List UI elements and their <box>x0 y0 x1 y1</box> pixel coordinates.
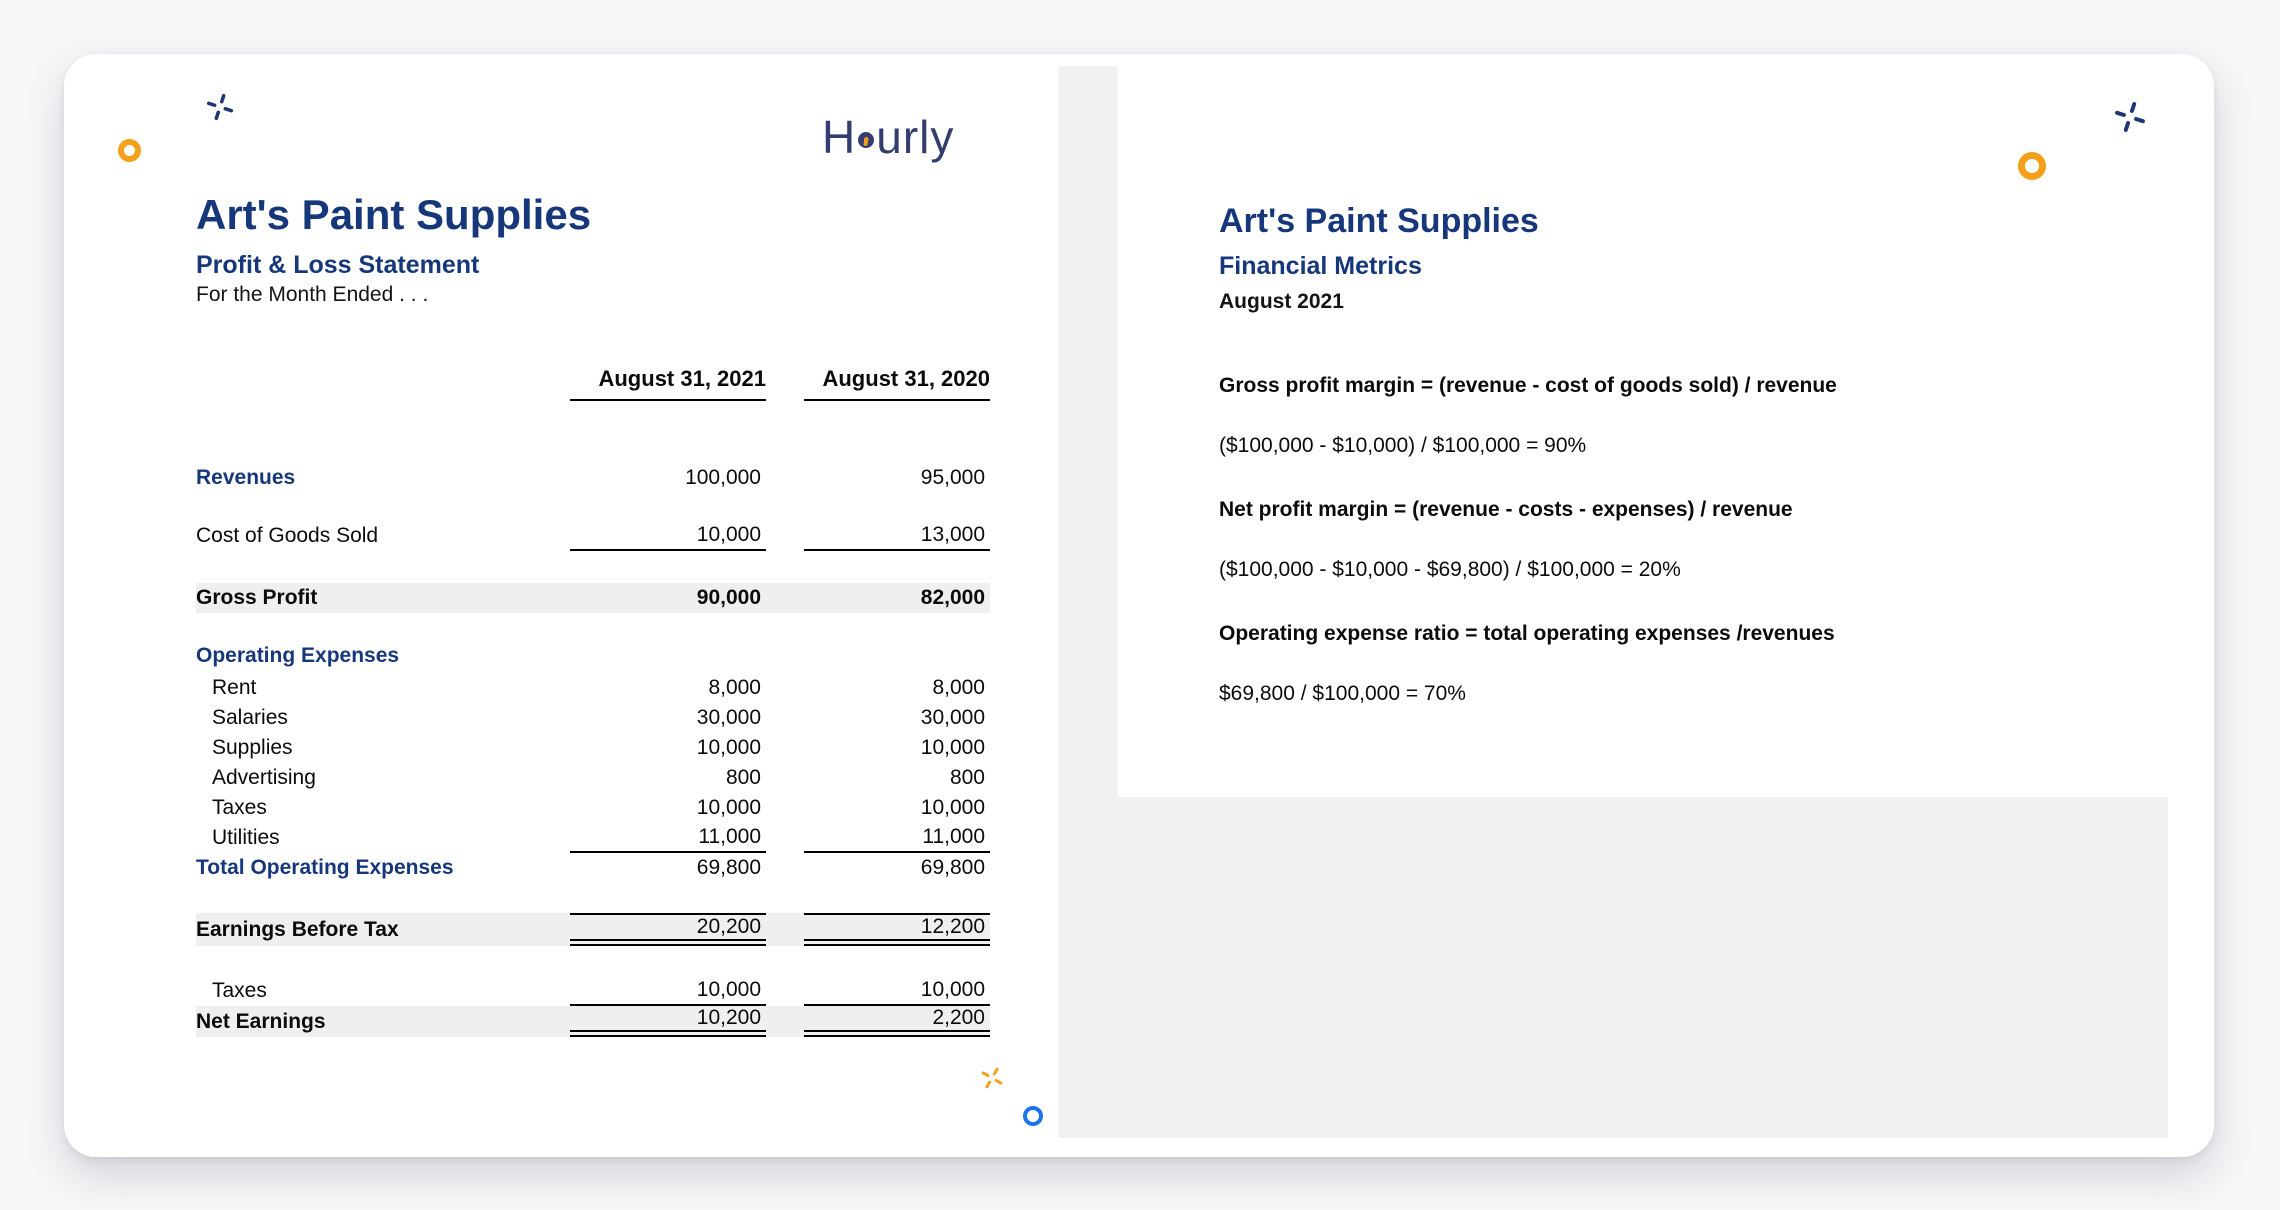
ring-icon <box>118 139 141 162</box>
right-page-period: August 2021 <box>1219 290 1344 314</box>
table-row <box>196 521 990 551</box>
metric-formula: Net profit margin = (revenue - costs - expenses) / revenue <box>1219 498 1793 522</box>
pl-table-header <box>196 366 990 401</box>
ring-icon <box>2018 152 2046 180</box>
row-value: 20,200 <box>570 913 766 946</box>
row-value: 800 <box>949 766 985 789</box>
row-label: Taxes <box>212 979 267 1002</box>
hourly-logo <box>822 110 954 164</box>
row-value: 10,000 <box>696 736 761 759</box>
sparkle-icon <box>2114 101 2146 133</box>
row-label: Salaries <box>212 706 288 729</box>
row-value: 12,200 <box>804 913 990 946</box>
row-value: 11,000 <box>570 823 766 853</box>
row-label: Revenues <box>196 466 296 489</box>
table-row <box>196 793 990 823</box>
metric-formula: Gross profit margin = (revenue - cost of goods sold) / revenue <box>1219 374 1837 398</box>
row-label: Utilities <box>212 826 280 849</box>
row-value: 30,000 <box>696 706 761 729</box>
row-value: 8,000 <box>932 676 985 699</box>
pl-table <box>196 366 990 1037</box>
row-value: 10,000 <box>570 521 766 551</box>
right-page-subtitle: Financial Metrics <box>1219 252 1422 281</box>
row-value: 30,000 <box>920 706 985 729</box>
row-value: 10,000 <box>696 796 761 819</box>
pl-table-body <box>196 463 990 1037</box>
sparkle-icon <box>206 93 234 121</box>
row-value: 8,000 <box>708 676 761 699</box>
table-row <box>196 733 990 763</box>
ring-icon <box>1023 1106 1043 1126</box>
row-value: 95,000 <box>920 466 985 489</box>
table-row <box>196 853 990 883</box>
row-value: 100,000 <box>685 466 761 489</box>
row-label: Operating Expenses <box>196 644 400 667</box>
metric-calculation: ($100,000 - $10,000) / $100,000 = 90% <box>1219 434 1587 458</box>
table-row <box>196 913 990 946</box>
clock-o-icon <box>858 132 874 148</box>
row-value: 82,000 <box>920 586 985 609</box>
row-value: 2,200 <box>804 1006 990 1037</box>
table-row <box>196 976 990 1006</box>
left-page-period: For the Month Ended . . . <box>196 283 429 306</box>
table-row <box>196 583 990 613</box>
row-label: Rent <box>212 676 257 699</box>
sparkle-icon <box>980 1066 1004 1090</box>
row-label: Supplies <box>212 736 293 759</box>
table-row <box>196 703 990 733</box>
document-card <box>64 54 2214 1157</box>
row-value: 800 <box>725 766 761 789</box>
row-label: Net Earnings <box>196 1009 326 1033</box>
row-value: 90,000 <box>696 586 761 609</box>
table-row <box>196 673 990 703</box>
metric-formula: Operating expense ratio = total operating expenses /revenues <box>1219 622 1835 646</box>
row-label: Total Operating Expenses <box>196 856 454 879</box>
row-label: Earnings Before Tax <box>196 917 399 941</box>
logo-text-prefix: H <box>822 111 857 163</box>
table-row <box>196 763 990 793</box>
row-value: 10,200 <box>570 1006 766 1037</box>
column-header-2021: August 31, 2021 <box>570 366 766 401</box>
row-value: 10,000 <box>804 976 990 1006</box>
row-value: 69,800 <box>696 856 761 879</box>
row-value: 10,000 <box>920 796 985 819</box>
row-label: Taxes <box>212 796 267 819</box>
table-row <box>196 1006 990 1037</box>
logo-text-suffix: urly <box>876 111 955 163</box>
row-value: 13,000 <box>804 521 990 551</box>
row-label: Gross Profit <box>196 586 318 609</box>
row-label: Advertising <box>212 766 316 789</box>
row-label: Cost of Goods Sold <box>196 524 379 547</box>
right-page-title: Art's Paint Supplies <box>1219 202 1539 240</box>
financial-metrics-panel <box>1219 202 2139 746</box>
row-value: 11,000 <box>804 823 990 853</box>
row-value: 10,000 <box>920 736 985 759</box>
table-row <box>196 463 990 493</box>
column-header-2020: August 31, 2020 <box>804 366 990 401</box>
metric-calculation: $69,800 / $100,000 = 70% <box>1219 682 1466 706</box>
row-value: 10,000 <box>570 976 766 1006</box>
metrics-list <box>1219 374 2139 706</box>
table-row <box>196 641 990 671</box>
left-page-title: Art's Paint Supplies <box>196 191 592 238</box>
table-row <box>196 823 990 853</box>
row-value: 69,800 <box>920 856 985 879</box>
left-page-subtitle: Profit & Loss Statement <box>196 251 480 279</box>
metric-calculation: ($100,000 - $10,000 - $69,800) / $100,000 = 20% <box>1219 558 1681 582</box>
